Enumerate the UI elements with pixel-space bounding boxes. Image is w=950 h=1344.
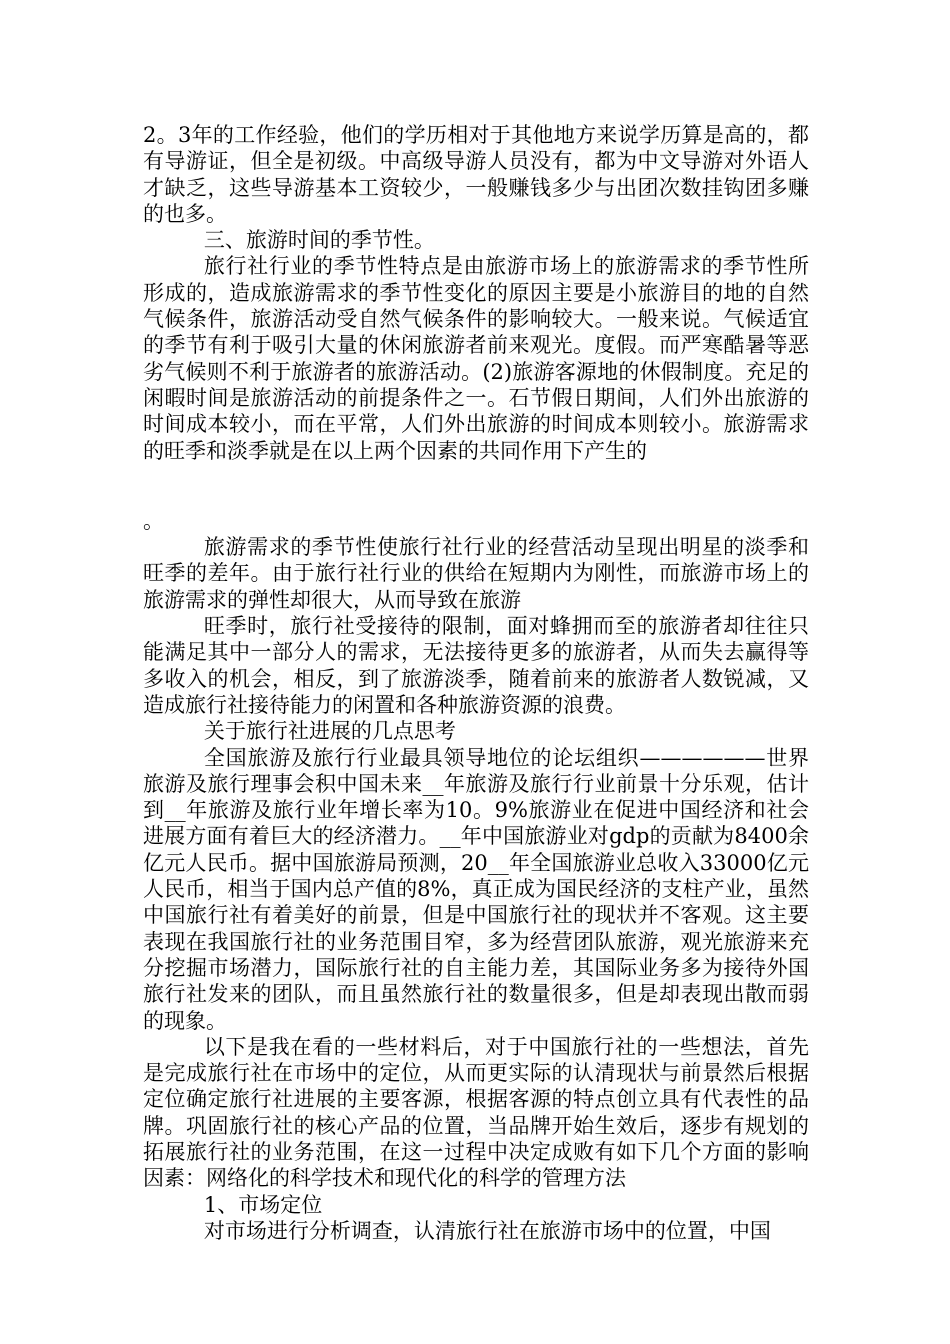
paragraph-peak-season: 旺季时，旅行社受接待的限制，面对蜂拥而至的旅游者却往往只能满足其中一部分人的需求，无法接待更多的旅游者，从而失去赢得等多收入的机会，相反，到了旅游淡季，随着前来的旅游者人数锐减，又造成旅行社接待能力的闲置和各种旅游资源的浪费。 [143,614,809,717]
section-heading-development: 关于旅行社进展的几点思考 [203,719,456,744]
paragraph-thoughts: 以下是我在看的一些材料后，对于中国旅行社的一些想法，首先是完成旅行社在市场中的定位，从而更实际的认清现状与前景然后根据定位确定旅行社进展的主要客源，根据客源的特点创立具有代表性的品牌。巩固旅行社的核心产品的位置，当品牌开始生效后，逐步有规划的拓展旅行社的业务范围，在这一过程中决定成败有如下几个方面的影响因素：网络化的科学技术和现代化的科学的管理方法 [143,1034,809,1191]
paragraph-industry-outlook: 全国旅游及旅行行业最具领导地位的论坛组织——————世界旅游及旅行理事会积中国未来__年旅游及旅行行业前景十分乐观，估计到__年旅游及旅行业年增长率为10。9%旅游业在促进中国经济和社会进展方面有着巨大的经济潜力。__年中国旅游业对gdp的贡献为8400余亿元人民币。据中国旅游局预测，20__年全国旅游业总收入33000亿元人民币，相当于国内总产值的8%，真正成为国民经济的支柱产业，虽然中国旅行社有着美好的前景，但是中国旅行社的现状并不客观。这主要表现在我国旅行社的业务范围目窄，多为经营团队旅游，观光旅游来充分挖掘市场潜力，国际旅行社的自主能力差，其国际业务多为接待外国旅行社发来的团队，而且虽然旅行社的数量很多，但是却表现出散而弱的现象。 [143,745,809,1033]
subheading-market-positioning: 1、市场定位 [203,1192,323,1217]
paragraph-guide-experience: 2。3年的工作经验，他们的学历相对于其他地方来说学历算是高的，都有导游证，但全是初级。中高级导游人员没有，都为中文导游对外语人才缺乏，这些导游基本工资较少，一般赚钱多少与出团次数挂钩团多赚的也多。 [143,123,809,226]
paragraph-market-analysis: 对市场进行分析调查，认清旅行社在旅游市场中的位置，中国 [203,1218,771,1243]
paragraph-stray-period: 。 [143,508,164,533]
document-body [143,122,809,1244]
section-heading-seasonality: 三、旅游时间的季节性。 [203,228,435,253]
paragraph-seasonality-causes: 旅行社行业的季节性特点是由旅游市场上的旅游需求的季节性所形成的，造成旅游需求的季节性变化的原因主要是小旅游目的地的自然气候条件，旅游活动受自然气候条件的影响较大。一般来说。气候适宜的季节有利于吸引大量的休闲旅游者前来观光。度假。而严寒酷暑等恶劣气候则不利于旅游者的旅游活动。(2)旅游客源地的休假制度。充足的闲暇时间是旅游活动的前提条件之一。石节假日期间，人们外出旅游的时间成本较小，而在平常，人们外出旅游的时间成本则较小。旅游需求的旺季和淡季就是在以上两个因素的共同作用下产生的 [143,254,809,463]
paragraph-seasonality-effects: 旅游需求的季节性使旅行社行业的经营活动呈现出明星的淡季和旺季的差年。由于旅行社行业的供给在短期内为刚性，而旅游市场上的旅游需求的弹性却很大，从而导致在旅游 [143,535,809,612]
